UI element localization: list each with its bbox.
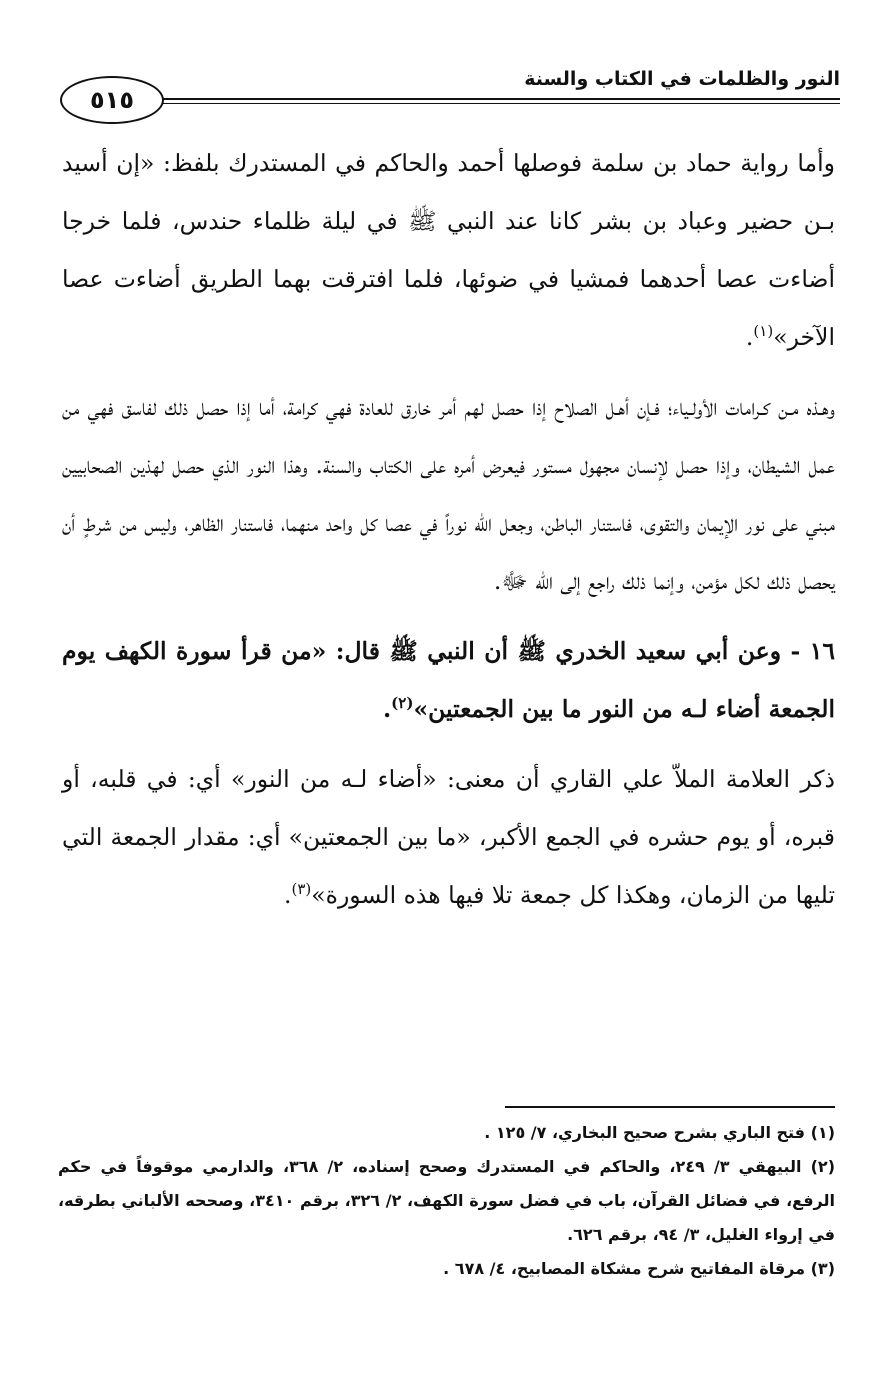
page-number: ٥١٥ [60, 76, 164, 124]
main-text [62, 134, 835, 936]
footnote-ref-1: (١) [753, 322, 774, 341]
footnote-1: (١) فتح الباري بشرح صحيح البخاري، ٧/ ١٢٥ . [484, 1123, 835, 1142]
header-rule [152, 98, 840, 104]
paragraph-hammad-narration: وأما رواية حماد بن سلمة فوصلها أحمد والحاكم في المستدرك بلفظ: «إن أسيد بـن حضير وعباد بن بشر كانا عند النبي ﷺ في ليلة ظلماء حندس، فلما خرجا أضاءت عصا أحدهما فمشيا في ضوئها، فلما افترقت بهما الطريق أضاءت عصا الآخر»$^{(١)}$. [62, 149, 835, 351]
running-title: النور والظلمات في الكتاب والسنة [524, 68, 840, 90]
footnote-ref-3: (٣) [291, 880, 312, 899]
paragraph-al-qari: ذكر العلامة الملاّ علي القاري أن معنى: «أضاء لـه من النور» أي: في قلبه، أو قبره، أو يوم حشره في الجمع الأكبر، «ما بين الجمعتين» أي: مقدار الجمعة التي تليها من الزمان، وهكذا كل جمعة تلا فيها هذه السورة»$^{(٣)}$. [62, 765, 835, 909]
footnote-3: (٣) مرقاة المفاتيح شرح مشكاة المصابيح، ٤/ ٦٧٨ . [443, 1259, 835, 1278]
paragraph-karamat: وهـذه مـن كـرامات الأولـياء؛ فـإن أهـل الصلاح إذا حصل لهم أمر خارق للعادة فهي كرامة، أما إذا حصل ذلك لفاسق فهي من عمل الشيطان، وإذا حصل لإنسان مجهول مستور فيعرض أمره على الكتاب والسنة. وهذا النور الذي حصل لهذين الصحابيين مبني على نور الإيمان والتقوى، فاستنار الباطن، وجعل الله نوراً في عصا كل واحد منهما، فاستنار الظاهر، وليس من شرطٍ أن يحصل ذلك لكل مؤمن، وإنما ذلك راجع إلى الله ﷻ. [62, 393, 835, 595]
footnotes [58, 1116, 835, 1286]
hadith-16: ١٦ - وعن أبي سعيد الخدري ﷺ أن النبي ﷺ قال: «من قرأ سورة الكهف يوم الجمعة أضاء لـه من النور ما بين الجمعتين»$^{(٢)}$. [62, 637, 835, 723]
footnote-ref-2: (٢) [391, 694, 414, 713]
footnote-separator [505, 1106, 835, 1108]
footnote-2: (٢) البيهقي ٣/ ٢٤٩، والحاكم في المستدرك وصحح إسناده، ٢/ ٣٦٨، والدارمي موقوفاً في حكم الرفع، في فضائل القرآن، باب في فضل سورة الكهف، ٢/ ٣٢٦، برقم ٣٤١٠، وصححه الألباني بطرقه، في إرواء الغليل، ٣/ ٩٤، برقم ٦٢٦. [58, 1157, 836, 1244]
page-header [60, 64, 840, 134]
